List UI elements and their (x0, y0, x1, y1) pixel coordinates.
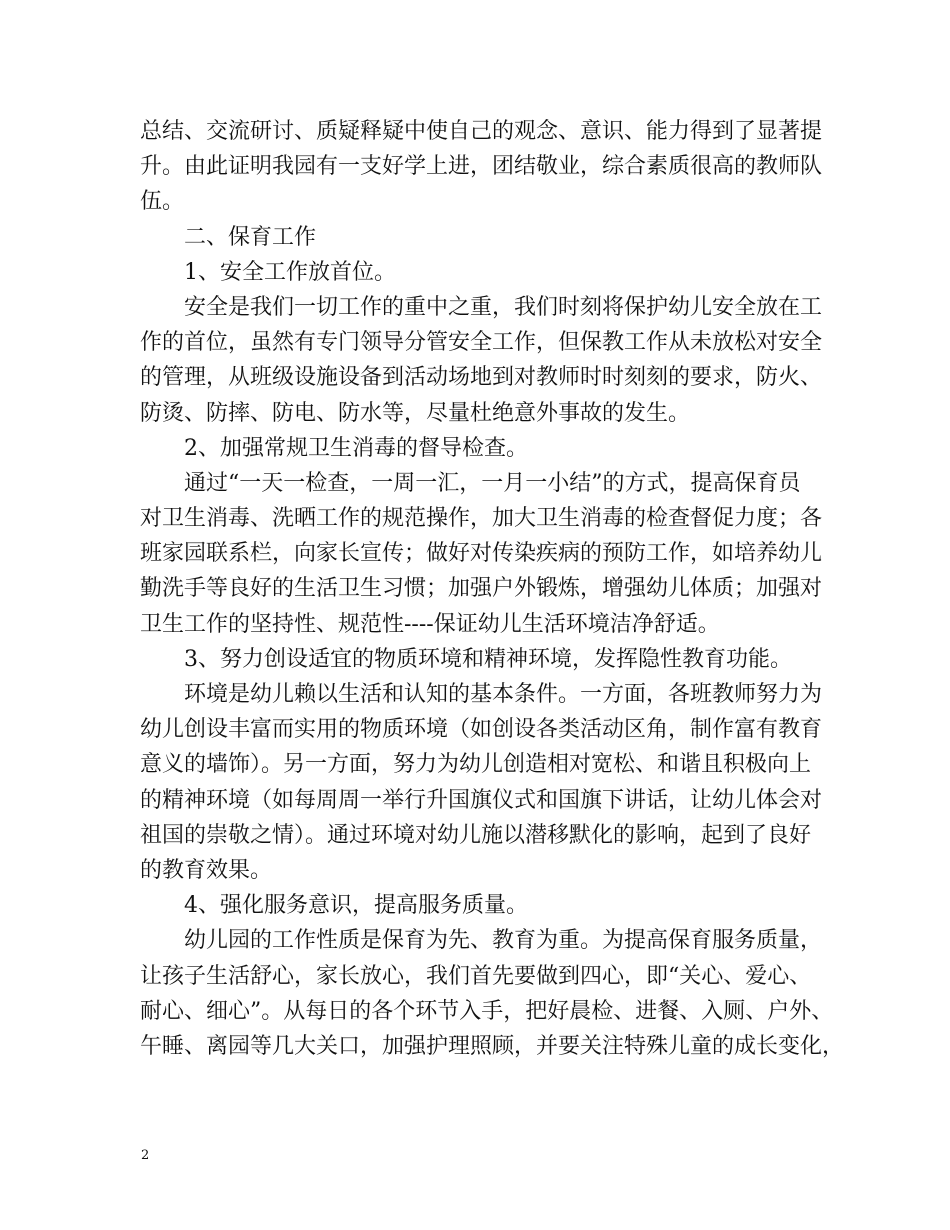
text-line: 升。由此证明我园有一支好学上进，团结敬业，综合素质很高的教师队 (140, 154, 823, 180)
text-line: 幼儿园的工作性质是保育为先、教育为重。为提高保育服务质量， (184, 928, 823, 954)
text-line: 卫生工作的坚持性、规范性----保证幼儿生活环境洁净舒适。 (140, 611, 720, 637)
text-line: 午睡、离园等几大关口，加强护理照顾，并要关注特殊儿童的成长变化， (140, 1033, 845, 1059)
body-text (140, 114, 845, 1064)
text-line: 的精神环境（如每周周一举行升国旗仪式和国旗下讲话，让幼儿体会对 (140, 787, 823, 813)
text-line: 意义的墙饰）。另一方面，努力为幼儿创造相对宽松、和谐且积极向上 (140, 752, 812, 778)
text-line: 的管理，从班级设施设备到活动场地到对教师时时刻刻的要求，防火、 (140, 365, 823, 391)
text-line: 对卫生消毒、洗晒工作的规范操作，加大卫生消毒的检查督促力度；各 (140, 506, 823, 532)
text-line: 1、安全工作放首位。 (184, 259, 396, 285)
text-line: 2、加强常规卫生消毒的督导检查。 (184, 435, 528, 461)
text-line: 的教育效果。 (140, 857, 273, 883)
text-line: 3、努力创设适宜的物质环境和精神环境，发挥隐性教育功能。 (184, 646, 792, 672)
text-line: 伍。 (140, 189, 185, 215)
text-line: 勤洗手等良好的生活卫生习惯；加强户外锻炼，增强幼儿体质；加强对 (140, 576, 823, 602)
text-line: 4、强化服务意识，提高服务质量。 (184, 893, 528, 919)
page-number: 2 (141, 1148, 150, 1163)
text-line: 二、保育工作 (184, 224, 317, 250)
text-line: 耐心、细心”。从每日的各个环节入手，把好晨检、进餐、入厕、户外、 (140, 998, 834, 1024)
text-line: 通过“一天一检查，一周一汇，一月一小结”的方式，提高保育员 (184, 470, 801, 496)
text-line: 环境是幼儿赖以生活和认知的基本条件。一方面，各班教师努力为 (184, 682, 823, 707)
text-line: 祖国的崇敬之情）。通过环境对幼儿施以潜移默化的影响，起到了良好 (140, 822, 812, 848)
text-line: 让孩子生活舒心，家长放心，我们首先要做到四心，即“关心、爱心、 (140, 963, 812, 989)
text-line: 总结、交流研讨、质疑释疑中使自己的观念、意识、能力得到了显著提 (140, 119, 823, 144)
text-line: 班家园联系栏，向家长宣传；做好对传染疾病的预防工作，如培养幼儿 (140, 541, 823, 567)
text-line: 安全是我们一切工作的重中之重，我们时刻将保护幼儿安全放在工 (184, 294, 823, 320)
text-line: 防烫、防摔、防电、防水等，尽量杜绝意外事故的发生。 (140, 400, 691, 426)
text-line: 作的首位，虽然有专门领导分管安全工作，但保教工作从未放松对安全 (140, 330, 823, 356)
text-line: 幼儿创设丰富而实用的物质环境（如创设各类活动区角，制作富有教育 (140, 717, 823, 743)
